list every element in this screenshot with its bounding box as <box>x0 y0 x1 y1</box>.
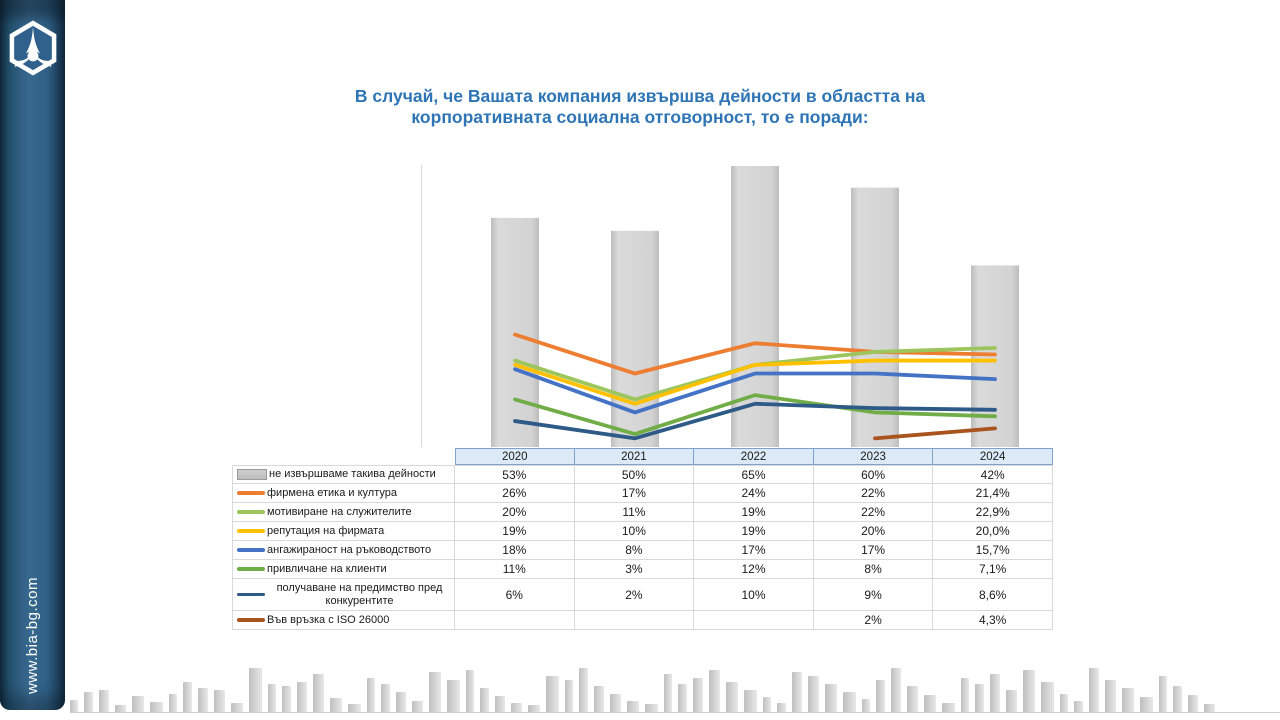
skyline-bar <box>348 704 361 712</box>
table-value-cell: 17% <box>814 541 934 560</box>
skyline-bar <box>546 676 559 712</box>
table-value-cell: 22% <box>814 503 934 522</box>
skyline-bar <box>330 698 342 712</box>
skyline-bar <box>565 680 573 712</box>
table-year-header: 2023 <box>814 448 934 465</box>
skyline-bar <box>975 684 984 712</box>
skyline-bar <box>511 703 522 712</box>
skyline-bar <box>1006 690 1017 712</box>
legend-cell <box>232 560 455 579</box>
table-corner-spacer <box>232 448 455 465</box>
slide-title <box>65 86 1215 128</box>
skyline-bar <box>961 678 969 712</box>
table-value-cell: 2% <box>814 611 934 630</box>
skyline-bar <box>594 686 604 712</box>
table-value-cell: 50% <box>575 465 695 484</box>
skyline-bar <box>99 690 109 712</box>
legend-label: не извършваме такива дейности <box>269 468 436 481</box>
table-value-cell: 18% <box>455 541 575 560</box>
skyline-bar <box>1159 676 1167 712</box>
skyline-bar <box>282 686 291 712</box>
skyline-bar <box>84 692 93 712</box>
bia-logo-icon <box>8 20 58 76</box>
table-value-cell: 19% <box>455 522 575 541</box>
table-value-cell: 22,9% <box>933 503 1053 522</box>
skyline-bar <box>1122 688 1134 712</box>
skyline-bar <box>183 682 192 712</box>
skyline-bar <box>825 684 837 712</box>
slide-title-line1: В случай, че Вашата компания извършва дейности в областта на <box>354 86 926 106</box>
table-value-cell: 24% <box>694 484 814 503</box>
skyline-bar <box>645 704 658 712</box>
table-value-cell: 12% <box>694 560 814 579</box>
table-value-cell: 21,4% <box>933 484 1053 503</box>
table-value-cell: 4,3% <box>933 611 1053 630</box>
legend-cell <box>232 484 455 503</box>
skyline-bar <box>1023 670 1035 712</box>
table-year-header: 2022 <box>694 448 814 465</box>
line-swatch <box>237 618 265 622</box>
skyline-bar <box>150 702 163 712</box>
skyline-bar <box>381 684 390 712</box>
legend-cell <box>232 503 455 522</box>
skyline-bar <box>579 668 588 712</box>
skyline-bar <box>412 701 423 712</box>
skyline-bar <box>664 674 672 712</box>
skyline-bar <box>610 694 621 712</box>
legend-label: мотивиране на служителите <box>267 505 412 518</box>
bar-2021 <box>611 231 659 447</box>
table-value-cell: 26% <box>455 484 575 503</box>
skyline-bar <box>132 696 144 712</box>
skyline-bar <box>115 705 126 712</box>
skyline-bar <box>876 680 885 712</box>
table-value-cell: 19% <box>694 503 814 522</box>
skyline-bar <box>447 680 460 712</box>
skyline-bar <box>726 682 738 712</box>
skyline-bar <box>808 676 819 712</box>
line-swatch <box>237 491 265 495</box>
skyline-bar <box>268 684 276 712</box>
table-year-header: 2021 <box>575 448 695 465</box>
skyline-bar <box>627 701 639 712</box>
table-value-cell: 9% <box>814 579 934 611</box>
chart-data-table <box>232 448 1053 630</box>
skyline-bar <box>429 672 441 712</box>
skyline-bar <box>70 700 78 712</box>
csr-combo-chart <box>410 148 1070 450</box>
legend-cell <box>232 611 455 630</box>
legend-label: репутация на фирмата <box>267 524 385 537</box>
legend-cell <box>232 465 455 484</box>
skyline-bar <box>990 674 1000 712</box>
table-value-cell: 22% <box>814 484 934 503</box>
skyline-bar <box>367 678 375 712</box>
slide-title-line2: корпоративната социална отговорност, то е поради: <box>411 107 869 127</box>
table-value-cell: 17% <box>694 541 814 560</box>
table-value-cell: 2% <box>575 579 695 611</box>
skyline-bar <box>297 682 307 712</box>
skyline-bar <box>1105 680 1116 712</box>
skyline-bar <box>792 672 802 712</box>
skyline-bar <box>744 690 757 712</box>
skyline-bar <box>924 695 936 712</box>
skyline-bar <box>1188 695 1198 712</box>
table-value-cell: 19% <box>694 522 814 541</box>
line-swatch <box>237 510 265 514</box>
table-value-cell <box>575 611 695 630</box>
skyline-bar <box>891 668 901 712</box>
table-value-cell: 20% <box>814 522 934 541</box>
legend-cell <box>232 541 455 560</box>
table-value-cell: 65% <box>694 465 814 484</box>
skyline-bar <box>169 694 177 712</box>
table-year-header: 2024 <box>933 448 1053 465</box>
skyline-bar <box>678 684 687 712</box>
table-value-cell: 17% <box>575 484 695 503</box>
table-year-header: 2020 <box>455 448 575 465</box>
table-value-cell: 7,1% <box>933 560 1053 579</box>
table-value-cell: 60% <box>814 465 934 484</box>
skyline-bar <box>1074 701 1083 712</box>
table-value-cell: 53% <box>455 465 575 484</box>
table-value-cell: 6% <box>455 579 575 611</box>
skyline-bar <box>1041 682 1054 712</box>
skyline-bar <box>942 703 955 712</box>
skyline-bar <box>198 688 208 712</box>
skyline-bar <box>843 692 856 712</box>
sidebar <box>0 0 65 710</box>
website-label: www.bia-bg.com <box>24 576 41 694</box>
legend-label: получаване на предимство пред конкурентите <box>276 581 443 607</box>
table-value-cell: 3% <box>575 560 695 579</box>
legend-cell <box>232 579 455 611</box>
skyline-bar <box>862 699 870 712</box>
bar-swatch <box>237 469 267 480</box>
table-value-cell: 8,6% <box>933 579 1053 611</box>
skyline-bar <box>214 690 225 712</box>
skyline-bar <box>709 670 720 712</box>
table-value-cell: 8% <box>575 541 695 560</box>
skyline-bar <box>313 674 324 712</box>
legend-label: Във връзка с ISO 26000 <box>267 613 390 626</box>
line-swatch <box>237 529 265 533</box>
skyline-bar <box>528 705 540 712</box>
line-swatch <box>237 593 265 597</box>
skyline-bar <box>907 686 918 712</box>
table-value-cell: 20% <box>455 503 575 522</box>
skyline-bar <box>1060 694 1068 712</box>
skyline-bar <box>396 692 406 712</box>
table-value-cell: 10% <box>694 579 814 611</box>
bar-2020 <box>491 218 539 447</box>
table-value-cell: 11% <box>575 503 695 522</box>
table-value-cell: 11% <box>455 560 575 579</box>
legend-cell <box>232 522 455 541</box>
table-value-cell <box>455 611 575 630</box>
skyline-bar <box>1173 686 1182 712</box>
skyline-bar <box>480 688 489 712</box>
skyline-bar <box>466 670 474 712</box>
line-swatch <box>237 567 265 571</box>
table-value-cell <box>694 611 814 630</box>
skyline-bar <box>1204 704 1215 712</box>
skyline-bar <box>763 697 771 712</box>
skyline-bar <box>1089 668 1099 712</box>
skyline-bar <box>495 696 505 712</box>
legend-label: фирмена етика и култура <box>267 486 397 499</box>
line-swatch <box>237 548 265 552</box>
legend-label: привличане на клиенти <box>267 562 387 575</box>
skyline-bar <box>1140 697 1153 712</box>
skyline-bar <box>231 703 243 712</box>
table-value-cell: 10% <box>575 522 695 541</box>
skyline-bar <box>249 668 262 712</box>
table-value-cell: 8% <box>814 560 934 579</box>
skyline-bar <box>693 678 703 712</box>
skyline-decoration <box>70 656 1280 713</box>
skyline-bar <box>777 703 786 712</box>
table-value-cell: 42% <box>933 465 1053 484</box>
legend-label: ангажираност на ръководството <box>267 543 432 556</box>
table-value-cell: 15,7% <box>933 541 1053 560</box>
table-value-cell: 20,0% <box>933 522 1053 541</box>
